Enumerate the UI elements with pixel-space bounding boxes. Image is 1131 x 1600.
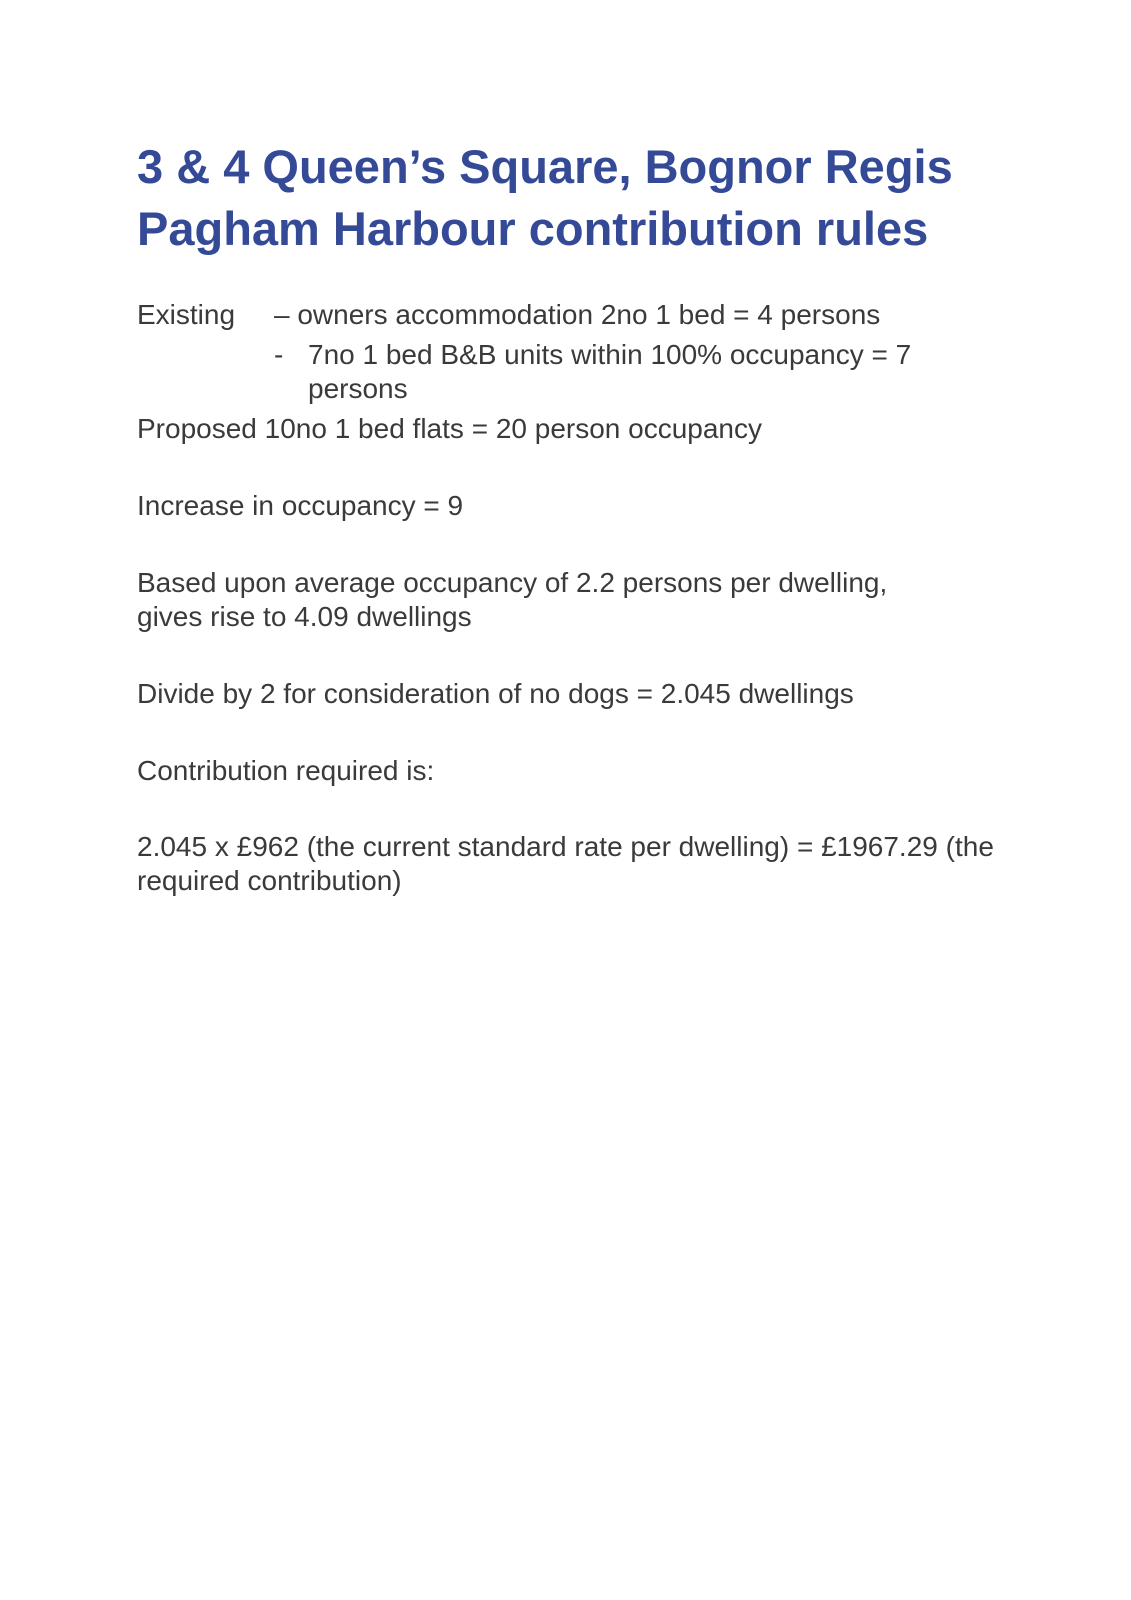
page-title — [137, 136, 1037, 260]
title-line-1: 3 & 4 Queen’s Square, Bognor Regis — [137, 140, 953, 193]
divide-line: Divide by 2 for consideration of no dogs = 2.045 dwellings — [137, 678, 854, 709]
based-upon-paragraph: Based upon average occupancy of 2.2 persons per dwelling, gives rise to 4.09 dwellings — [137, 567, 888, 632]
existing-item-bullet: - — [274, 339, 284, 370]
existing-item-owners: – owners accommodation 2no 1 bed = 4 persons — [274, 299, 881, 330]
existing-item-bnb: 7no 1 bed B&B units within 100% occupancy = 7 persons — [308, 339, 912, 404]
title-line-2: Pagham Harbour contribution rules — [137, 202, 929, 255]
contribution-calculation: 2.045 x £962 (the current standard rate per dwelling) = £1967.29 (the required contribution) — [137, 831, 994, 896]
proposed-line: Proposed 10no 1 bed flats = 20 person occupancy — [137, 413, 762, 444]
contribution-label: Contribution required is: — [137, 755, 435, 786]
increase-line: Increase in occupancy = 9 — [137, 490, 464, 521]
existing-label: Existing — [137, 299, 236, 330]
